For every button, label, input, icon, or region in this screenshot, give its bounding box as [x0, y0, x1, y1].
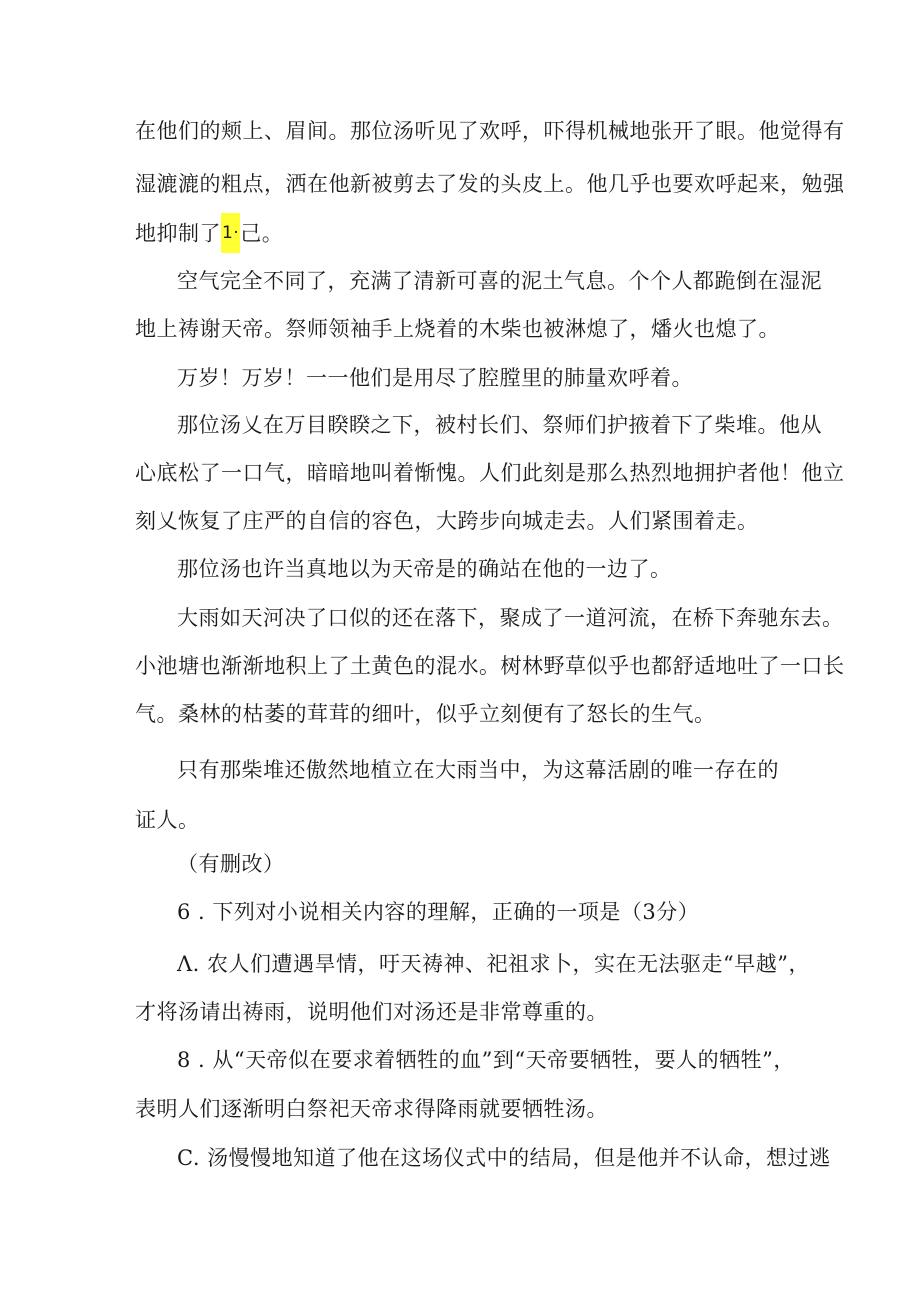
text-line: 心底松了一口气，暗暗地叫着惭愧。人们此刻是那么热烈地拥护者他！他立 — [135, 461, 845, 485]
text-line: 小池塘也渐渐地积上了土黄色的混水。树林野草似乎也都舒适地吐了一口长 — [135, 654, 845, 678]
text-line: 只有那柴堆还傲然地植立在大雨当中，为这幕活剧的唯一存在的 — [177, 758, 779, 782]
text-fragment: 地抑制了 — [135, 221, 221, 246]
option-a-line: 才将汤请出祷雨，说明他们对汤还是非常尊重的。 — [135, 1000, 608, 1024]
text-line: 空气完全不同了，充满了清新可喜的泥土气息。个个人都跪倒在湿泥 — [177, 269, 822, 293]
text-line: 那位汤乂在万目睽睽之下，被村长们、祭师们护掖着下了柴堆。他从 — [177, 413, 822, 437]
question-stem: 6 . 下列对小说相关内容的理解，正确的一项是（3分） — [177, 900, 700, 924]
option-c-line: C. 汤慢慢地知道了他在这场仪式中的结局，但是他并不认命，想过逃 — [177, 1146, 831, 1170]
text-line: 刻乂恢复了庄严的自信的容色，大跨步向城走去。人们紧围着走。 — [135, 509, 759, 533]
text-line: 大雨如天河决了口似的还在落下，聚成了一道河流，在桥下奔驰东去。 — [177, 606, 844, 630]
text-line: 证人。 — [135, 808, 200, 832]
text-fragment: 己。 — [240, 221, 284, 246]
highlight-mark: 1· — [221, 213, 240, 253]
option-a-line: Λ. 农人们遭遇旱情，吁天祷神、祀祖求卜，实在无法驱走“早越”， — [177, 952, 810, 976]
option-b-line: 表明人们逐渐明白祭祀天帝求得降雨就要牺牲汤。 — [135, 1097, 608, 1121]
text-line: 地上祷谢天帝。祭师领袖手上烧着的木柴也被淋熄了，燔火也熄了。 — [135, 317, 780, 341]
text-line: 那位汤也许当真地以为天帝是的确站在他的一边了。 — [177, 557, 672, 581]
source-note: （有删改） — [177, 852, 285, 876]
text-line: 在他们的颊上、眉间。那位汤听见了欢呼，吓得机械地张开了眼。他觉得有 — [135, 119, 845, 143]
text-line: 万岁！万岁！一一他们是用尽了腔膛里的肺量欢呼着。 — [177, 366, 693, 390]
text-line: 气。桑林的枯萎的茸茸的细叶，似乎立刻便有了怒长的生气。 — [135, 702, 716, 726]
option-b-line: 8 . 从“天帝似在要求着牺牲的血”到“天帝要牺牲，要人的牺牲”， — [177, 1048, 795, 1072]
text-line: 湿漉漉的粗点，洒在他新被剪去了发的头皮上。他几乎也要欢呼起来，勉强 — [135, 172, 845, 196]
text-line — [135, 215, 283, 255]
